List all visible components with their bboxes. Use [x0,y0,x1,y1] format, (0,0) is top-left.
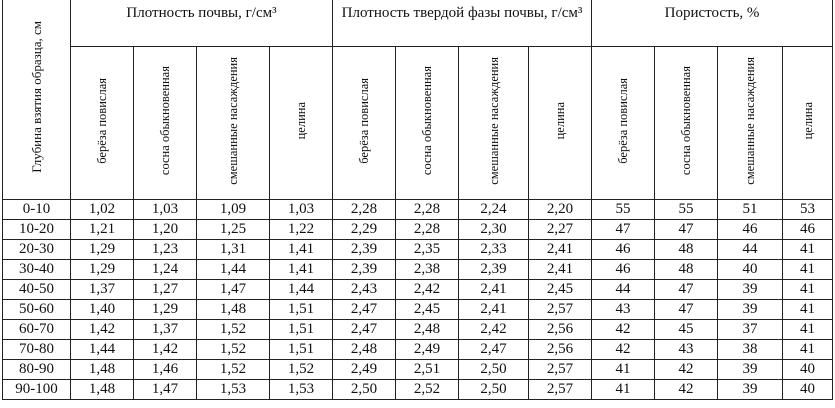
value-cell: 2,57 [529,360,592,380]
value-cell: 2,41 [529,260,592,280]
value-cell: 1,41 [270,260,333,280]
value-cell: 42 [655,380,718,400]
value-cell: 47 [592,220,655,240]
value-cell: 2,27 [529,220,592,240]
value-cell: 46 [592,260,655,280]
subheader-label: смешанные насаждения [486,56,501,185]
value-cell: 37 [718,320,783,340]
value-cell: 1,44 [270,280,333,300]
soil-properties-table [2,0,833,400]
value-cell: 39 [718,300,783,320]
subheader-cell [270,47,333,200]
value-cell: 51 [718,200,783,220]
value-cell: 2,42 [459,320,529,340]
value-cell: 44 [718,240,783,260]
value-cell: 39 [718,360,783,380]
value-cell: 45 [655,320,718,340]
subheader-label: берёза повислая [95,77,109,164]
depth-cell: 50-60 [3,300,71,320]
depth-cell: 60-70 [3,320,71,340]
group-header-label: Пористость, % [664,5,760,21]
group-header-label: Плотность твердой фазы почвы, г/см³ [341,5,583,21]
subheader-label: смешанные насаждения [743,56,758,185]
value-cell: 1,31 [197,240,270,260]
value-cell: 41 [592,360,655,380]
value-cell: 55 [655,200,718,220]
value-cell: 40 [783,360,833,380]
value-cell: 1,22 [270,220,333,240]
value-cell: 2,48 [396,320,459,340]
subheader-label: берёза повислая [357,77,372,164]
value-cell: 1,20 [134,220,197,240]
value-cell: 2,56 [529,320,592,340]
value-cell: 48 [655,240,718,260]
value-cell: 1,23 [134,240,197,260]
value-cell: 2,41 [459,280,529,300]
value-cell: 2,45 [529,280,592,300]
value-cell: 2,42 [396,280,459,300]
table-body [3,200,833,400]
table-row [3,240,833,260]
value-cell: 47 [655,280,718,300]
subheader-label: смешанные насаждения [226,56,240,185]
value-cell: 1,42 [134,340,197,360]
value-cell: 2,56 [529,340,592,360]
table-row [3,320,833,340]
subheader-cell [592,47,655,200]
value-cell: 1,51 [270,320,333,340]
value-cell: 2,52 [396,380,459,400]
value-cell: 1,48 [197,300,270,320]
table-row [3,200,833,220]
value-cell: 1,53 [270,380,333,400]
table-row [3,360,833,380]
value-cell: 1,02 [71,200,134,220]
value-cell: 2,39 [333,240,396,260]
value-cell: 1,03 [270,200,333,220]
value-cell: 2,50 [459,380,529,400]
value-cell: 2,50 [459,360,529,380]
value-cell: 1,29 [71,240,134,260]
value-cell: 2,28 [396,220,459,240]
value-cell: 1,42 [71,320,134,340]
subheader-cell [333,47,396,200]
value-cell: 2,47 [333,300,396,320]
table-row [3,380,833,400]
depth-cell: 10-20 [3,220,71,240]
value-cell: 44 [592,280,655,300]
value-cell: 1,37 [71,280,134,300]
value-cell: 2,41 [529,240,592,260]
subheader-label: целина [553,101,568,140]
value-cell: 1,37 [134,320,197,340]
value-cell: 2,28 [333,200,396,220]
value-cell: 2,51 [396,360,459,380]
value-cell: 1,29 [134,300,197,320]
value-cell: 1,48 [71,380,134,400]
subheader-cell [197,47,270,200]
value-cell: 1,48 [71,360,134,380]
value-cell: 1,47 [134,380,197,400]
value-cell: 1,09 [197,200,270,220]
value-cell: 2,38 [396,260,459,280]
value-cell: 55 [592,200,655,220]
table-row [3,340,833,360]
value-cell: 2,47 [333,320,396,340]
value-cell: 1,52 [197,340,270,360]
value-cell: 2,35 [396,240,459,260]
subheader-cell [718,47,783,200]
value-cell: 41 [783,320,833,340]
depth-header-cell [3,0,71,200]
depth-cell: 80-90 [3,360,71,380]
value-cell: 1,03 [134,200,197,220]
value-cell: 2,41 [459,300,529,320]
value-cell: 53 [783,200,833,220]
value-cell: 43 [592,300,655,320]
value-cell: 48 [655,260,718,280]
depth-cell: 70-80 [3,340,71,360]
value-cell: 1,46 [134,360,197,380]
value-cell: 2,24 [459,200,529,220]
subheader-cell [71,47,134,200]
value-cell: 41 [783,260,833,280]
group-header-label: Плотность почвы, г/см³ [126,5,277,21]
subheader-label: сосна обыкновенная [158,65,172,176]
value-cell: 1,27 [134,280,197,300]
value-cell: 40 [783,380,833,400]
value-cell: 41 [783,240,833,260]
value-cell: 42 [655,360,718,380]
value-cell: 47 [655,220,718,240]
value-cell: 41 [783,280,833,300]
value-cell: 1,40 [71,300,134,320]
value-cell: 2,57 [529,300,592,320]
value-cell: 1,47 [197,280,270,300]
subheader-label: берёза повислая [616,77,631,164]
value-cell: 2,33 [459,240,529,260]
group-header-density [71,0,333,47]
table-row [3,300,833,320]
value-cell: 2,30 [459,220,529,240]
value-cell: 2,48 [333,340,396,360]
subheader-cell [783,47,833,200]
group-header-row [3,0,833,47]
table-row [3,280,833,300]
value-cell: 1,51 [270,340,333,360]
value-cell: 1,52 [197,360,270,380]
group-header-porosity [592,0,833,47]
value-cell: 2,49 [333,360,396,380]
value-cell: 43 [655,340,718,360]
value-cell: 39 [718,380,783,400]
value-cell: 41 [783,300,833,320]
subheader-label: целина [800,101,815,140]
value-cell: 46 [783,220,833,240]
value-cell: 1,21 [71,220,134,240]
value-cell: 46 [718,220,783,240]
value-cell: 46 [592,240,655,260]
value-cell: 2,57 [529,380,592,400]
value-cell: 2,20 [529,200,592,220]
subheader-cell [134,47,197,200]
value-cell: 1,52 [270,360,333,380]
value-cell: 41 [783,340,833,360]
subheader-label: сосна обыкновенная [679,65,694,176]
value-cell: 1,29 [71,260,134,280]
subheader-label: сосна обыкновенная [420,65,435,176]
value-cell: 1,53 [197,380,270,400]
depth-cell: 40-50 [3,280,71,300]
depth-cell: 0-10 [3,200,71,220]
subheader-row [3,47,833,200]
table-row [3,260,833,280]
value-cell: 42 [592,340,655,360]
depth-header: Глубина взятия образца, см [28,21,44,173]
subheader-label: целина [294,101,308,140]
value-cell: 2,47 [459,340,529,360]
value-cell: 2,29 [333,220,396,240]
value-cell: 2,49 [396,340,459,360]
value-cell: 1,51 [270,300,333,320]
subheader-cell [529,47,592,200]
value-cell: 40 [718,260,783,280]
value-cell: 1,24 [134,260,197,280]
value-cell: 2,28 [396,200,459,220]
depth-cell: 20-30 [3,240,71,260]
value-cell: 1,44 [71,340,134,360]
value-cell: 39 [718,280,783,300]
subheader-cell [459,47,529,200]
value-cell: 2,39 [459,260,529,280]
value-cell: 42 [592,320,655,340]
depth-cell: 90-100 [3,380,71,400]
value-cell: 2,45 [396,300,459,320]
value-cell: 2,39 [333,260,396,280]
value-cell: 47 [655,300,718,320]
value-cell: 1,25 [197,220,270,240]
value-cell: 2,43 [333,280,396,300]
value-cell: 2,50 [333,380,396,400]
value-cell: 1,41 [270,240,333,260]
depth-cell: 30-40 [3,260,71,280]
value-cell: 1,44 [197,260,270,280]
value-cell: 41 [592,380,655,400]
subheader-cell [655,47,718,200]
value-cell: 38 [718,340,783,360]
group-header-solid-density [333,0,592,47]
subheader-cell [396,47,459,200]
value-cell: 1,52 [197,320,270,340]
table-row [3,220,833,240]
